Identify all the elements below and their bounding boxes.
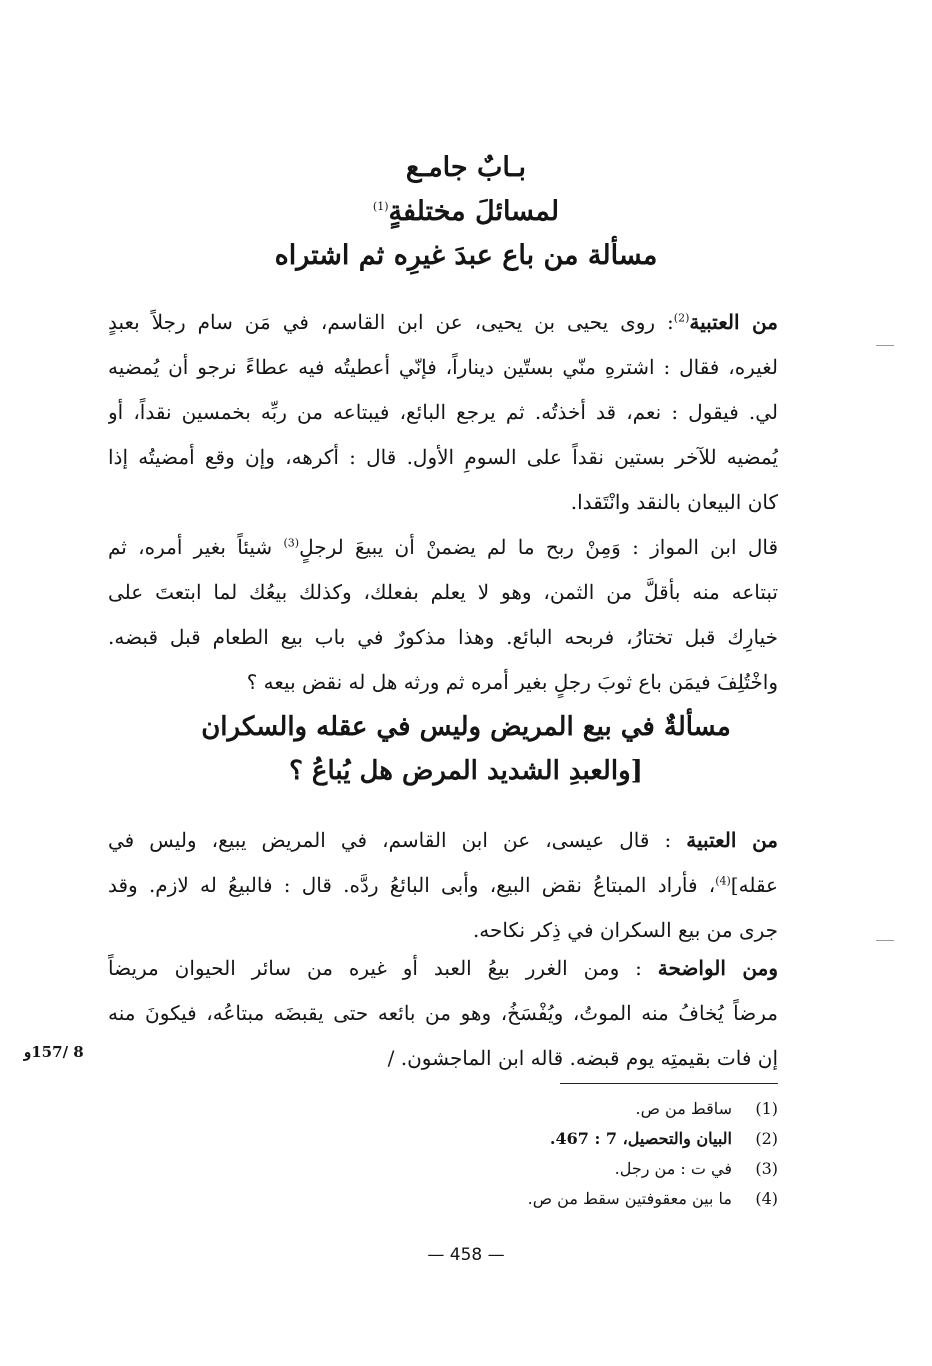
footnote-3 xyxy=(300,1153,778,1183)
paragraph-2-line-1 xyxy=(108,525,778,570)
paragraph-2-line-3: خيارِك قبل تختارُ، فربحه البائع. وهذا مذكورٌ في باب بيع الطعام قبل قبضه. xyxy=(108,625,778,649)
footnote-number: (2) xyxy=(755,1128,778,1148)
section-title-2: مسألةٌ في بيع المريض وليس في عقله والسكران xyxy=(201,712,731,742)
chapter-subtitle xyxy=(150,196,782,227)
footnotes xyxy=(300,1093,778,1213)
paragraph-2-line-4: واخْتُلِفَ فيمَن باع ثوبَ رجلٍ بغير أمره ثم ورثه هل له نقض بيعه ؟ xyxy=(246,670,778,694)
footnote-text: البيان والتحصيل، 7 : 467. xyxy=(549,1128,732,1148)
chapter-subtitle-text: لمسائلَ مختلفةٍ xyxy=(388,196,560,227)
paragraph-3-line-2-a: عقله] xyxy=(730,873,778,897)
source-lead: ومن الواضحة xyxy=(657,956,778,980)
footnote-1 xyxy=(300,1093,778,1123)
paragraph-1-line-3: لي. فيقول : نعم، قد أخذتُه. ثم يرجع البائع، فيبتاعه من ربِّه بخمسين نقداً، أو xyxy=(108,400,778,424)
paragraph-3-line-1 xyxy=(108,818,778,863)
paragraph-4-line-3: إن فات بقيمتِه يوم قبضه. قاله ابن الماجشون. / xyxy=(387,1046,778,1070)
footnote-4 xyxy=(300,1183,778,1213)
manuscript-folio-note: 8 /157و xyxy=(24,1043,84,1061)
paragraph-4-line-1 xyxy=(108,946,778,991)
footnote-text: ما بين معقوفتين سقط من ص. xyxy=(527,1188,732,1208)
paragraph-2-line-1-a: قال ابن المواز : وَمِنْ ربح ما لم يضمنْ أن يبيعَ لرجلٍ xyxy=(299,535,778,559)
paragraph-3-line-2-b: ، فأراد المبتاعُ نقض البيع، وأبى البائعُ ردَّه. قال : فالبيعُ له لازم. وقد xyxy=(108,873,716,897)
paragraph-1-line-2: لغيره، فقال : اشترهِ منّي بستّين ديناراً، فإنّي أعطيتُه فيه عطاءً نرجو أن يُمضيه xyxy=(108,355,778,379)
paragraph-2 xyxy=(108,525,778,705)
footnote-number: (4) xyxy=(755,1188,778,1208)
paragraph-3 xyxy=(108,818,778,953)
paragraph-1 xyxy=(108,300,778,525)
source-lead: من العتبية xyxy=(686,828,778,852)
section-title-1: مسألة من باع عبدَ غيرِه ثم اشتراه xyxy=(274,240,658,271)
paragraph-4-line-2: مرضاً يُخافُ منه الموتُ، ويُفْسَخُ، وهو من بائعه حتى يقبضَه مبتاعُه، فيكونَ منه xyxy=(108,1001,778,1025)
footnote-text: ساقط من ص. xyxy=(635,1098,732,1118)
footnote-ref-4: (4) xyxy=(715,874,731,888)
footnote-number: (3) xyxy=(755,1158,778,1178)
footnote-2 xyxy=(300,1123,778,1153)
footnote-ref-3: (3) xyxy=(283,536,300,550)
footnote-number: (1) xyxy=(755,1098,778,1118)
paragraph-4-line-1-text: : ومن الغرر بيعُ العبد أو غيره من سائر الحيوان مريضاً xyxy=(108,956,642,980)
paragraph-1-line-5: كان البيعان بالنقد وانْتَقدا. xyxy=(570,490,778,514)
footnote-ref-2: (2) xyxy=(673,311,690,325)
footnote-text: في ت : من رجل. xyxy=(614,1158,732,1178)
paragraph-2-line-1-b: شيئاً بغير أمره، ثم xyxy=(108,535,273,559)
footnote-ref-1: (1) xyxy=(372,200,389,213)
paragraph-1-line-1-text: : روى يحيى بن يحيى، عن ابن القاسم، في مَن سام رجلاً بعبدٍ xyxy=(108,310,674,334)
paragraph-2-line-2: تبتاعه منه بأقلَّ من الثمن، وهو لا يعلم بفعلك، وكذلك بيعُك لما ابتعتَ على xyxy=(108,580,778,604)
scan-margin-mark xyxy=(876,345,894,346)
scan-margin-mark xyxy=(876,940,894,941)
chapter-title: بـابٌ جامـع xyxy=(405,152,527,183)
paragraph-1-line-4: يُمضيه للآخر بستين نقداً على السومِ الأول. قال : أكرهه، وإن وقع أمضيتُه إذا xyxy=(108,445,778,469)
footnote-divider xyxy=(560,1083,778,1084)
paragraph-3-line-2 xyxy=(108,863,778,908)
page-number: — 458 — xyxy=(427,1245,505,1265)
source-lead: من العتبية xyxy=(689,310,778,334)
section-title-2-continued: [والعبدِ الشديد المرض هل يُباعُ ؟ xyxy=(289,756,643,786)
paragraph-3-line-3: جرى من بيع السكران في ذِكر نكاحه. xyxy=(472,918,778,942)
paragraph-4 xyxy=(108,946,778,1081)
paragraph-1-line-1 xyxy=(108,300,778,345)
paragraph-3-line-1-text: : قال عيسى، عن ابن القاسم، في المريض يبيع، وليس في xyxy=(108,828,672,852)
